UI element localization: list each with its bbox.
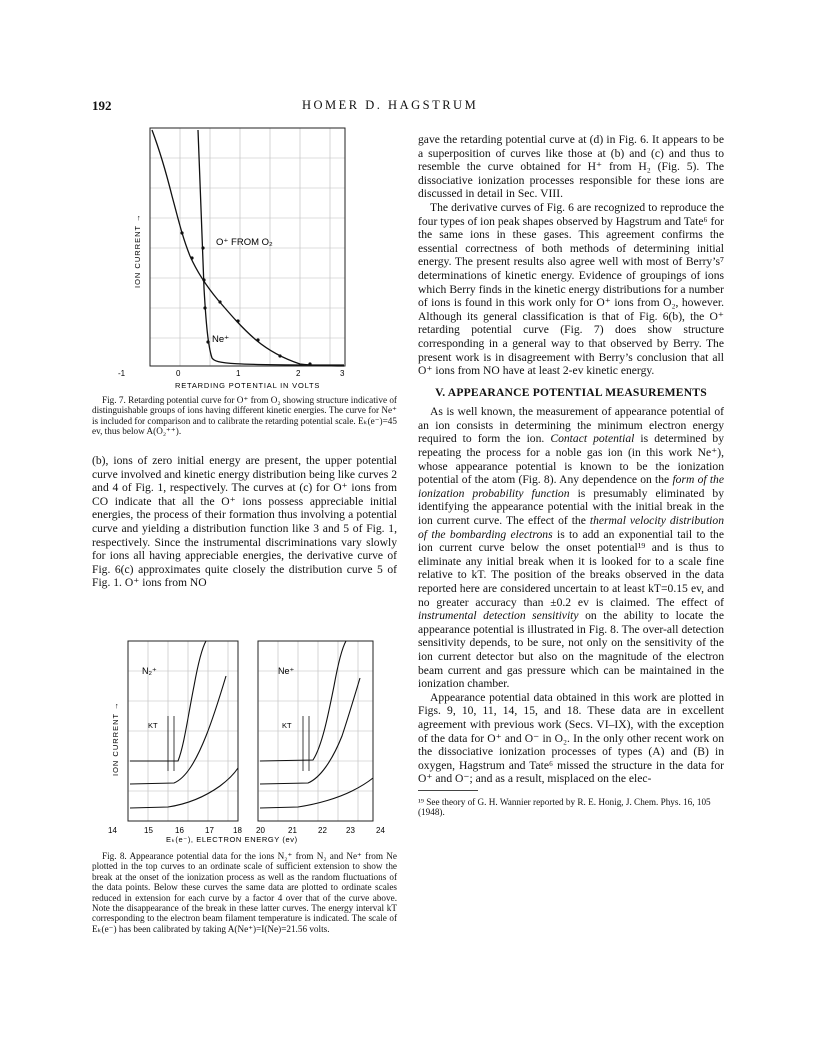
ne-plus-label: Ne⁺ bbox=[212, 334, 230, 345]
figure-7 bbox=[120, 118, 370, 390]
y-axis-label: ION CURRENT → bbox=[111, 701, 120, 776]
left-column-text bbox=[92, 454, 397, 590]
x-tick: 18 bbox=[233, 826, 242, 835]
y-axis-label: ION CURRENT → bbox=[133, 213, 142, 288]
x-tick: 21 bbox=[288, 826, 297, 835]
o-plus-label: O⁺ FROM O₂ bbox=[216, 237, 273, 248]
x-tick: 0 bbox=[176, 369, 181, 378]
x-tick: 3 bbox=[340, 369, 345, 378]
caption-lead: Fig. 8. bbox=[102, 851, 127, 861]
caption-text: Retarding potential curve for O⁺ from O₂ showing structure indicative of distinguishable groups of ions having different kinetic energies. The curve for Ne⁺ is included for comparison and to calibrate the retarding potential scale. Eₖ(e⁻)=45 ev, thus below A(O₂⁺⁺). bbox=[92, 395, 397, 437]
x-axis-label: Eₖ(e⁻), ELECTRON ENERGY (ev) bbox=[166, 835, 298, 844]
x-tick: 20 bbox=[256, 826, 265, 835]
x-tick: 1 bbox=[236, 369, 241, 378]
x-tick: 17 bbox=[205, 826, 214, 835]
paragraph: (b), ions of zero initial energy are present, the upper potential curve involved and kinetic energy distribution being like curves 2 and 4 of Fig. 1, respectively. The curves at (c) for O⁺ ions from CO indicate that all the O⁺ ions possess appreciable initial energies, the process of their formation thus involving a potential curve and yielding a distribution function like 3 and 5 of Fig. 1, respectively. Since the instrumental discriminations vary slowly for ions all having appreciable energies, the derivative curve of Fig. 6(c) approximates quite closely the distribution curve 5 of Fig. 1. O⁺ ions from NO bbox=[92, 454, 397, 590]
kt-label: KT bbox=[282, 721, 292, 730]
x-tick: 24 bbox=[376, 826, 385, 835]
paragraph: Appearance potential data obtained in this work are plotted in Figs. 9, 10, 11, 14, 15, and 18. These data are in excellent agreement with previous work (Secs. VI–IX), with the exception of the data for O⁺ and O⁻ in O₂. In the only other recent work on the dissociative ionization processes of types (A) and (B) in oxygen, Hagstrum and Tate⁶ missed the structure in the data for O⁺ and O⁻; and as a result, misplaced on the elec- bbox=[418, 690, 724, 786]
caption-lead: Fig. 7. bbox=[102, 395, 126, 405]
footnote: ¹⁹ See theory of G. H. Wannier reported by R. E. Honig, J. Chem. Phys. 16, 105 (1948). bbox=[418, 797, 711, 818]
paragraph: As is well known, the measurement of appearance potential of an ion consists in determining the minimum electron energy required to form the ion. Contact potential is determined by repeating the process for a noble gas ion (in this work Ne⁺), whose appearance potential is known to be the ionization potential of the atom (Fig. 8). Any dependence on the form of the ionization probability function is presumably eliminated by identifying the appearance potential with the initial break in the ion current curve. The effect of the thermal velocity distribution of the bombarding electrons is to add an exponential tail to the ion current curve below the onset potential¹⁹ and is thus to eliminate any initial break when it is looked for to a scale fine relative to kT. The position of the breaks observed in the data reported here are considered uncertain to at least kT=0.15 ev, and no greater accuracy than ±0.2 ev is claimed. The effect of instrumental detection sensitivity on the ability to locate the appearance potential is illustrated in Fig. 8. The over-all detection sensitivity depends, to be sure, not only on the sensitivity of the ion current detector but also on the magnitude of the electron beam current and gas pressure which can be maintained in the ionization chamber. bbox=[418, 405, 725, 691]
x-tick: 14 bbox=[108, 826, 117, 835]
x-axis-label: RETARDING POTENTIAL IN VOLTS bbox=[175, 381, 321, 390]
page-number: 192 bbox=[92, 98, 112, 113]
figure-7-caption bbox=[92, 395, 397, 437]
x-tick: 23 bbox=[346, 826, 355, 835]
kt-label: KT bbox=[148, 721, 158, 730]
x-tick: 15 bbox=[144, 826, 153, 835]
ne-plus-label: Ne⁺ bbox=[278, 666, 295, 676]
n2-plus-label: N₂⁺ bbox=[142, 666, 157, 676]
x-tick: 22 bbox=[318, 826, 327, 835]
paragraph: The derivative curves of Fig. 6 are recognized to reproduce the four types of ion peak shapes observed by Hagstrum and Tate⁶ for the same ions in these gases. This agreement confirms the essential correctness of both methods of determining initial energy. The present results also agree well with most of Berry’s⁷ determinations of kinetic energy. Evidence of groupings of ions which Berry finds in the kinetic energy distributions for a number of ions is found in this work only for O⁺ ions from O₂, however. Although its general classification is that of Fig. 6(b), the O⁺ retarding potential curve (Fig. 7) does show structure corresponding in a general way to that observed by Berry. The present work is in disagreement with Berry’s conclusion that all O⁺ ions from NO have at least 2-ev kinetic energy. bbox=[418, 200, 724, 378]
right-column-text bbox=[418, 133, 724, 786]
figure-8 bbox=[108, 636, 398, 842]
footnote-rule bbox=[418, 790, 478, 791]
caption-text: Appearance potential data for the ions N₂⁺ from N₂ and Ne⁺ from Ne plotted in the top curves to an ordinate scale of sufficient extension to show the break at the onset of the ionization process as well as the random fluctuations of the data points. Below these curves the same data are plotted to ordinate scales reduced in extension for each curve by a factor 4 over that of the curve above. Note the disappearance of the break in these latter curves. The energy interval kT corresponding to the electron beam filament temperature is indicated. The scale of Eₖ(e⁻) has been calibrated by taking A(Ne⁺)=I(Ne)=21.56 volts. bbox=[92, 851, 397, 934]
figure-8-caption bbox=[92, 851, 397, 934]
section-heading: V. APPEARANCE POTENTIAL MEASUREMENTS bbox=[435, 385, 707, 399]
paragraph: gave the retarding potential curve at (d) in Fig. 6. It appears to be a superposition of curves like those at (b) and (c) and thus to resemble the curve obtained for H⁺ from H₂ (Fig. 5). The dissociative ionization processes responsible for these ions are discussed in detail in Sec. VIII. bbox=[418, 133, 724, 201]
x-tick: 16 bbox=[175, 826, 184, 835]
x-tick: -1 bbox=[118, 369, 126, 378]
running-header: HOMER D. HAGSTRUM bbox=[302, 98, 479, 112]
x-tick: 2 bbox=[296, 369, 301, 378]
